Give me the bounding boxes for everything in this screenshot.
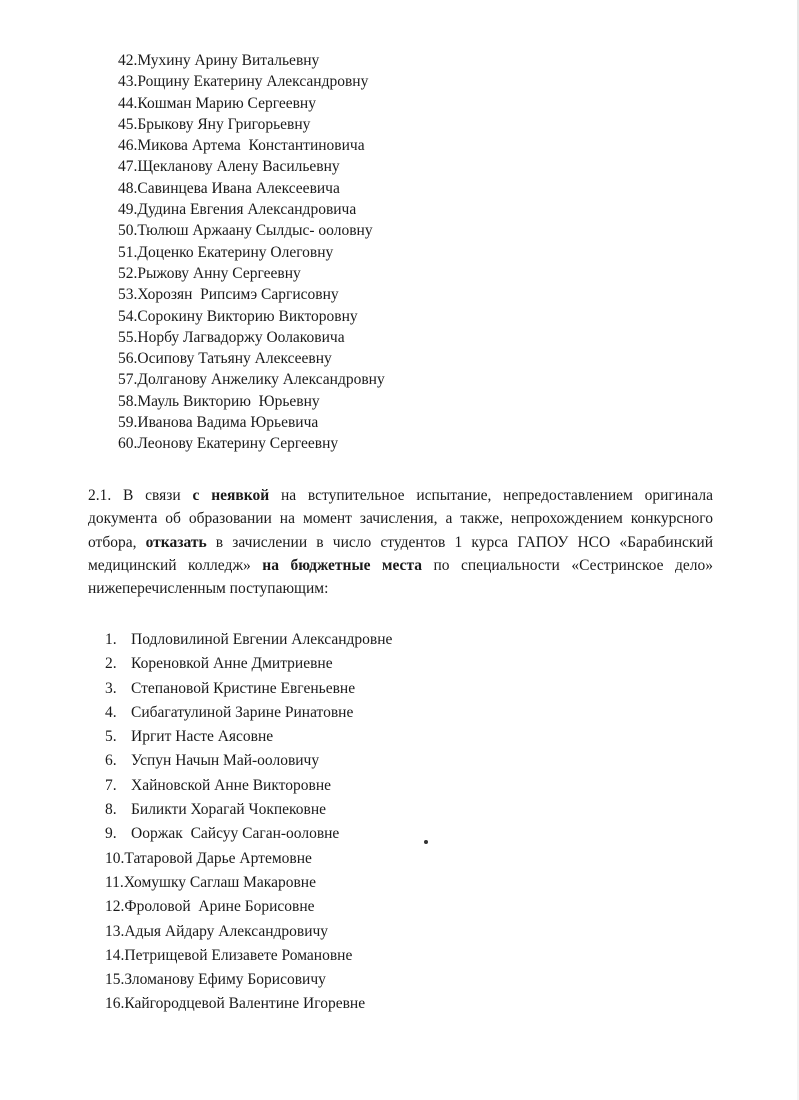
list-item xyxy=(105,968,392,992)
item-name: Татаровой Дарье Артемовне xyxy=(124,849,312,867)
scan-speck xyxy=(424,840,428,844)
item-number: 12. xyxy=(105,898,125,916)
item-number: 9. xyxy=(105,825,117,843)
list-item xyxy=(105,725,392,749)
list-item: 51.Доценко Екатерину Олеговну xyxy=(118,243,334,261)
list-item: 43.Рощину Екатерину Александровну xyxy=(118,73,369,91)
list-item: 47.Щекланову Алену Васильевну xyxy=(118,158,340,176)
list-item xyxy=(105,992,392,1016)
list-item xyxy=(105,871,392,895)
list-item xyxy=(105,798,392,822)
list-item: 55.Норбу Лагвадоржу Оолаковича xyxy=(118,328,345,346)
item-name: Хомушку Саглаш Макаровне xyxy=(123,873,316,891)
item-name: Зломанову Ефиму Борисовичу xyxy=(124,971,326,989)
item-number: 1. xyxy=(105,631,117,648)
item-number: 6. xyxy=(105,752,117,770)
item-name: Кайгородцевой Валентине Игоревне xyxy=(124,995,366,1013)
list-item: 60.Леонову Екатерину Сергеевну xyxy=(118,435,339,453)
bold-phrase: на бюджетные места xyxy=(262,556,422,574)
item-name: Степановой Кристине Евгеньевне xyxy=(131,679,356,697)
item-name: Сибагатулиной Зарине Ринатовне xyxy=(131,703,354,721)
paragraph-text: в зачислении в число студентов 1 курса ГАПОУ НСО «Барабинский медицинский колледж» xyxy=(88,533,713,574)
item-number: 8. xyxy=(105,801,117,819)
list-item xyxy=(105,895,392,919)
bold-phrase: с неявкой xyxy=(192,487,270,504)
item-number: 11. xyxy=(105,873,124,891)
item-number: 13. xyxy=(105,922,125,940)
list-item: 53.Хорозян Рипсимэ Саргисовну xyxy=(118,286,339,304)
item-name: Хайновской Анне Викторовне xyxy=(131,776,331,794)
list-item xyxy=(105,847,392,871)
item-number: 16. xyxy=(105,995,125,1013)
list-item: 48.Савинцева Ивана Алексеевича xyxy=(118,179,340,197)
item-name: Успун Начын Май-ооловичу xyxy=(131,752,320,770)
list-item: 50.Тюлюш Аржаану Сылдыс- ооловну xyxy=(118,222,373,240)
list-item: 49.Дудина Евгения Александровича xyxy=(118,201,357,219)
list-item: 57.Долганову Анжелику Александровну xyxy=(118,371,385,389)
item-number: 14. xyxy=(105,946,125,964)
list-item xyxy=(105,677,392,701)
list-item: 54.Сорокину Викторию Викторовну xyxy=(118,307,358,325)
list-item: 59.Иванова Вадима Юрьевича xyxy=(118,414,319,432)
item-number: 3. xyxy=(105,679,117,697)
list-item xyxy=(105,944,392,968)
item-number: 5. xyxy=(105,728,117,746)
list-item xyxy=(105,920,392,944)
rejected-applicants-list xyxy=(105,628,392,1017)
list-item xyxy=(105,701,392,725)
item-number: 10. xyxy=(105,849,125,867)
paragraph-text: 2.1. В связи xyxy=(88,487,193,504)
list-item: 42.Мухину Арину Витальевну xyxy=(118,52,320,69)
list-item: 52.Рыжову Анну Сергеевну xyxy=(118,264,301,282)
paragraph-text: на вступительное испытание, непредоставлением оригинала документа об образовании на момент зачисления, а также, непрохождением конкурсного отбора, xyxy=(88,487,713,551)
list-item: 56.Осипову Татьяну Алексеевну xyxy=(118,350,332,368)
list-item xyxy=(105,652,392,676)
item-number: 2. xyxy=(105,655,117,673)
admitted-list-continuation xyxy=(118,50,385,455)
item-name: Ооржак Сайсуу Саган-ооловне xyxy=(131,825,340,843)
item-number: 15. xyxy=(105,971,125,989)
item-name: Фроловой Арине Борисовне xyxy=(124,898,315,916)
item-number: 4. xyxy=(105,703,117,721)
list-item: 44.Кошман Марию Сергеевну xyxy=(118,94,316,112)
list-item xyxy=(105,774,392,798)
bold-phrase: отказать xyxy=(145,533,207,551)
list-item xyxy=(105,628,392,652)
list-item xyxy=(105,749,392,773)
section-2-1-paragraph xyxy=(88,484,713,600)
list-item: 45.Брыкову Яну Григорьевну xyxy=(118,115,311,133)
item-number: 7. xyxy=(105,776,117,794)
list-item: 58.Мауль Викторию Юрьевну xyxy=(118,392,320,410)
list-item xyxy=(105,822,392,846)
item-name: Иргит Насте Аясовне xyxy=(131,728,274,746)
item-name: Петрищевой Елизавете Романовне xyxy=(124,946,353,964)
item-name: Кореновкой Анне Дмитриевне xyxy=(131,655,333,673)
item-name: Подловилиной Евгении Александровне xyxy=(131,631,393,648)
paragraph-text: по специальности «Сестринское дело» нижеперечисленным поступающим: xyxy=(88,556,713,598)
list-item: 46.Микова Артема Константиновича xyxy=(118,137,365,155)
item-name: Адыя Айдару Александровичу xyxy=(124,922,329,940)
item-name: Биликти Хорагай Чокпековне xyxy=(131,801,327,819)
